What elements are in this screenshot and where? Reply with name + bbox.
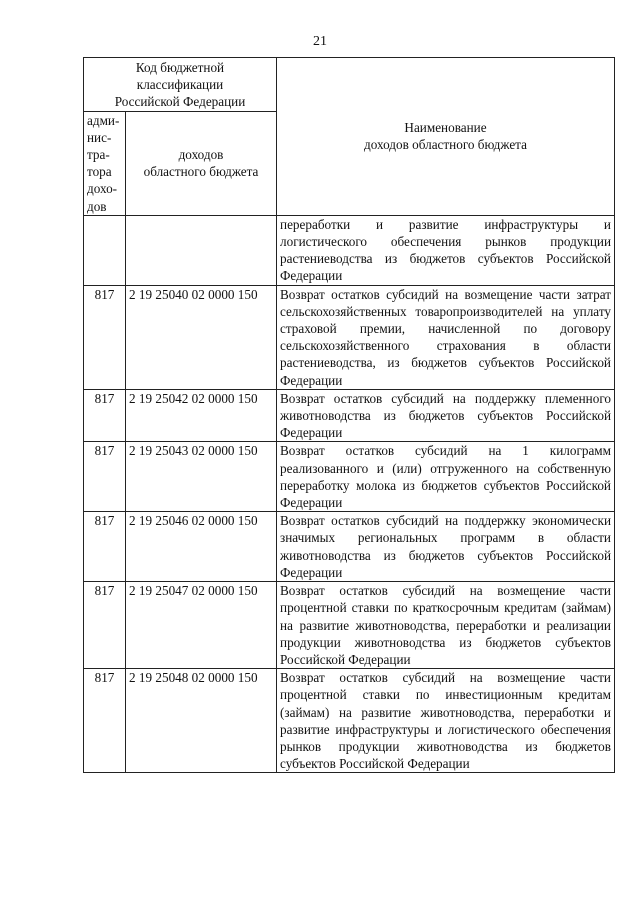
row-admin-code: 817 — [84, 285, 126, 389]
row-admin-code: 817 — [84, 512, 126, 582]
row-revenue-name: переработки и развитие инфраструктуры и логистического обеспечения рынков продукции растениеводства из бюджетов субъектов Российской Федерации — [277, 215, 615, 285]
row-revenue-name: Возврат остатков субсидий на возмещение части процентной ставки по инвестиционным кредитам (займам) на развитие животноводства, переработки и развитие инфраструктуры и логистического обеспечения рынков продукции животноводства из бюджетов субъектов Российской Федерации — [277, 669, 615, 773]
table-header-row — [84, 58, 615, 112]
row-revenue-name: Возврат остатков субсидий на поддержку экономически значимых региональных программ в области животноводства из бюджетов субъектов Российской Федерации — [277, 512, 615, 582]
row-revenue-code — [126, 215, 277, 285]
table-row — [84, 512, 615, 582]
table-row — [84, 582, 615, 669]
header-administrator: адми- нис- тра- тора дохо- дов — [84, 111, 126, 215]
row-revenue-code: 2 19 25046 02 0000 150 — [126, 512, 277, 582]
row-admin-code: 817 — [84, 582, 126, 669]
row-revenue-name: Возврат остатков субсидий на 1 килограмм реализованного и (или) отгруженного на собственную переработку молока из бюджетов субъектов Российской Федерации — [277, 442, 615, 512]
header-revenue-code: доходов областного бюджета — [126, 111, 277, 215]
row-revenue-code: 2 19 25047 02 0000 150 — [126, 582, 277, 669]
row-revenue-name: Возврат остатков субсидий на возмещение части процентной ставки по краткосрочным кредитам (займам) на развитие животноводства, переработки и реализации продукции животноводства из бюджетов субъектов Российской Федерации — [277, 582, 615, 669]
row-admin-code — [84, 215, 126, 285]
row-revenue-code: 2 19 25043 02 0000 150 — [126, 442, 277, 512]
table-row — [84, 215, 615, 285]
row-admin-code: 817 — [84, 442, 126, 512]
page-number: 21 — [313, 34, 327, 49]
table-row — [84, 285, 615, 389]
header-revenue-name: Наименование доходов областного бюджета — [277, 58, 615, 216]
row-admin-code: 817 — [84, 389, 126, 442]
row-admin-code: 817 — [84, 669, 126, 773]
table-row — [84, 669, 615, 773]
row-revenue-name: Возврат остатков субсидий на возмещение части затрат сельскохозяйственных товаропроизводителей на уплату страховой премии, начисленной по договору сельскохозяйственного страхования в области растениеводства, из бюджетов субъектов Российской Федерации — [277, 285, 615, 389]
row-revenue-code: 2 19 25040 02 0000 150 — [126, 285, 277, 389]
row-revenue-code: 2 19 25042 02 0000 150 — [126, 389, 277, 442]
table-row — [84, 389, 615, 442]
table-row — [84, 442, 615, 512]
row-revenue-name: Возврат остатков субсидий на поддержку племенного животноводства из бюджетов субъектов Российской Федерации — [277, 389, 615, 442]
row-revenue-code: 2 19 25048 02 0000 150 — [126, 669, 277, 773]
header-budget-classification-code: Код бюджетной классификации Российской Федерации — [84, 58, 277, 112]
revenue-classification-table — [83, 57, 615, 773]
